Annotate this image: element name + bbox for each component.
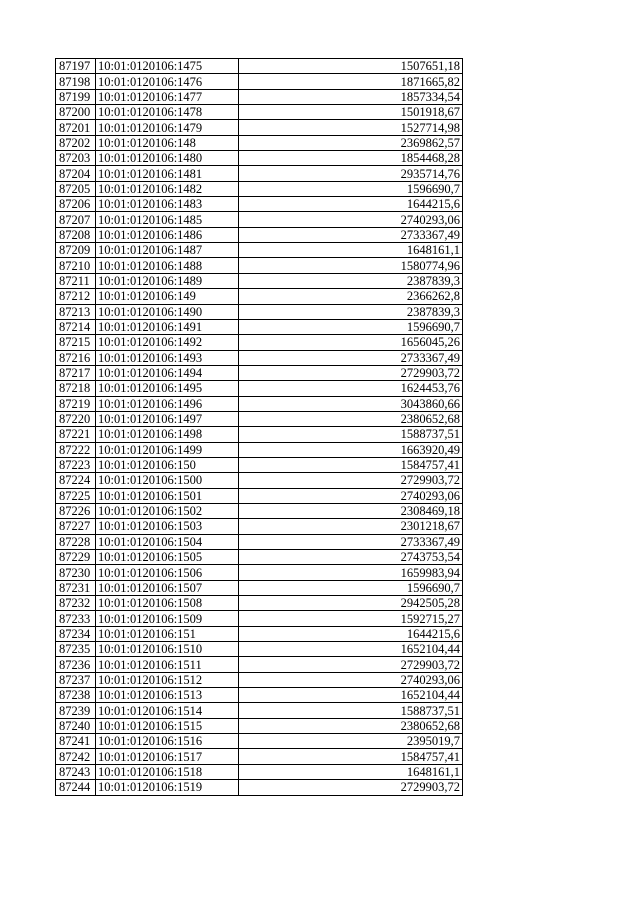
value-cell: 2366262,8 [239,289,463,304]
table-row [56,166,463,181]
row-number-cell: 87222 [56,442,96,457]
cadastral-number-cell: 10:01:0120106:1513 [96,688,239,703]
row-number-cell: 87226 [56,503,96,518]
value-cell: 2740293,06 [239,488,463,503]
cadastral-number-cell: 10:01:0120106:1505 [96,550,239,565]
value-cell: 1588737,51 [239,703,463,718]
table-row [56,350,463,365]
value-cell: 1507651,18 [239,59,463,74]
table-row [56,703,463,718]
value-cell: 2733367,49 [239,534,463,549]
cadastral-number-cell: 10:01:0120106:1479 [96,120,239,135]
row-number-cell: 87213 [56,304,96,319]
cadastral-number-cell: 10:01:0120106:1504 [96,534,239,549]
value-cell: 1656045,26 [239,335,463,350]
cadastral-number-cell: 10:01:0120106:1490 [96,304,239,319]
cadastral-number-cell: 10:01:0120106:148 [96,135,239,150]
value-cell: 1648161,1 [239,764,463,779]
value-cell: 1596690,7 [239,580,463,595]
row-number-cell: 87228 [56,534,96,549]
table-row [56,534,463,549]
value-cell: 1580774,96 [239,258,463,273]
cadastral-number-cell: 10:01:0120106:1494 [96,365,239,380]
cadastral-value-table [55,58,463,796]
cadastral-number-cell: 10:01:0120106:1487 [96,243,239,258]
cadastral-number-cell: 10:01:0120106:1475 [96,59,239,74]
table-row [56,688,463,703]
value-cell: 2729903,72 [239,657,463,672]
row-number-cell: 87234 [56,626,96,641]
cadastral-number-cell: 10:01:0120106:1514 [96,703,239,718]
value-cell: 2387839,3 [239,273,463,288]
row-number-cell: 87206 [56,197,96,212]
cadastral-number-cell: 10:01:0120106:1491 [96,319,239,334]
row-number-cell: 87243 [56,764,96,779]
row-number-cell: 87223 [56,457,96,472]
table-row [56,626,463,641]
value-cell: 2380652,68 [239,411,463,426]
row-number-cell: 87201 [56,120,96,135]
table-row [56,611,463,626]
table-row [56,135,463,150]
value-cell: 1854468,28 [239,151,463,166]
table-row [56,565,463,580]
row-number-cell: 87212 [56,289,96,304]
row-number-cell: 87207 [56,212,96,227]
cadastral-number-cell: 10:01:0120106:1519 [96,780,239,795]
row-number-cell: 87240 [56,718,96,733]
cadastral-number-cell: 10:01:0120106:1499 [96,442,239,457]
row-number-cell: 87233 [56,611,96,626]
value-cell: 1871665,82 [239,74,463,89]
table-row [56,580,463,595]
row-number-cell: 87211 [56,273,96,288]
value-cell: 1592715,27 [239,611,463,626]
table-row [56,764,463,779]
row-number-cell: 87214 [56,319,96,334]
cadastral-number-cell: 10:01:0120106:1493 [96,350,239,365]
value-cell: 1624453,76 [239,381,463,396]
row-number-cell: 87244 [56,780,96,795]
cadastral-number-cell: 10:01:0120106:1488 [96,258,239,273]
table-row [56,642,463,657]
cadastral-number-cell: 10:01:0120106:1509 [96,611,239,626]
value-cell: 1501918,67 [239,105,463,120]
value-cell: 2733367,49 [239,350,463,365]
table-row [56,550,463,565]
row-number-cell: 87217 [56,365,96,380]
cadastral-number-cell: 10:01:0120106:1481 [96,166,239,181]
row-number-cell: 87241 [56,734,96,749]
table-row [56,457,463,472]
value-cell: 2729903,72 [239,365,463,380]
cadastral-number-cell: 10:01:0120106:1501 [96,488,239,503]
row-number-cell: 87205 [56,181,96,196]
value-cell: 2935714,76 [239,166,463,181]
table-row [56,89,463,104]
value-cell: 1648161,1 [239,243,463,258]
cadastral-number-cell: 10:01:0120106:151 [96,626,239,641]
table-row [56,503,463,518]
table-row [56,319,463,334]
table-row [56,365,463,380]
value-cell: 1588737,51 [239,427,463,442]
table-row [56,396,463,411]
row-number-cell: 87204 [56,166,96,181]
cadastral-number-cell: 10:01:0120106:1515 [96,718,239,733]
row-number-cell: 87202 [56,135,96,150]
value-cell: 2395019,7 [239,734,463,749]
row-number-cell: 87225 [56,488,96,503]
row-number-cell: 87210 [56,258,96,273]
table-row [56,258,463,273]
table-row [56,227,463,242]
value-cell: 2740293,06 [239,672,463,687]
cadastral-number-cell: 10:01:0120106:1485 [96,212,239,227]
value-cell: 2387839,3 [239,304,463,319]
value-cell: 1644215,6 [239,197,463,212]
cadastral-number-cell: 10:01:0120106:1498 [96,427,239,442]
value-cell: 1596690,7 [239,181,463,196]
value-cell: 2729903,72 [239,473,463,488]
value-cell: 2942505,28 [239,596,463,611]
row-number-cell: 87208 [56,227,96,242]
row-number-cell: 87209 [56,243,96,258]
row-number-cell: 87242 [56,749,96,764]
table-row [56,718,463,733]
row-number-cell: 87238 [56,688,96,703]
cadastral-number-cell: 10:01:0120106:1496 [96,396,239,411]
table-row [56,335,463,350]
table-row [56,657,463,672]
cadastral-number-cell: 10:01:0120106:1478 [96,105,239,120]
table-row [56,780,463,795]
row-number-cell: 87203 [56,151,96,166]
cadastral-number-cell: 10:01:0120106:1476 [96,74,239,89]
row-number-cell: 87220 [56,411,96,426]
row-number-cell: 87227 [56,519,96,534]
row-number-cell: 87216 [56,350,96,365]
row-number-cell: 87239 [56,703,96,718]
value-cell: 2740293,06 [239,212,463,227]
table-row [56,381,463,396]
table-row [56,273,463,288]
row-number-cell: 87235 [56,642,96,657]
row-number-cell: 87230 [56,565,96,580]
row-number-cell: 87221 [56,427,96,442]
value-cell: 1596690,7 [239,319,463,334]
value-cell: 1659983,94 [239,565,463,580]
row-number-cell: 87199 [56,89,96,104]
row-number-cell: 87224 [56,473,96,488]
cadastral-number-cell: 10:01:0120106:1511 [96,657,239,672]
cadastral-number-cell: 10:01:0120106:1497 [96,411,239,426]
cadastral-number-cell: 10:01:0120106:1512 [96,672,239,687]
row-number-cell: 87197 [56,59,96,74]
cadastral-number-cell: 10:01:0120106:1506 [96,565,239,580]
table-row [56,59,463,74]
cadastral-number-cell: 10:01:0120106:1508 [96,596,239,611]
table-row [56,120,463,135]
cadastral-number-cell: 10:01:0120106:1503 [96,519,239,534]
cadastral-number-cell: 10:01:0120106:1500 [96,473,239,488]
cadastral-number-cell: 10:01:0120106:1510 [96,642,239,657]
value-cell: 2733367,49 [239,227,463,242]
table-row [56,212,463,227]
row-number-cell: 87236 [56,657,96,672]
value-cell: 2308469,18 [239,503,463,518]
value-cell: 2729903,72 [239,780,463,795]
table-row [56,197,463,212]
row-number-cell: 87231 [56,580,96,595]
table-row [56,411,463,426]
table-row [56,74,463,89]
table-row [56,488,463,503]
table-row [56,734,463,749]
value-cell: 1652104,44 [239,688,463,703]
cadastral-number-cell: 10:01:0120106:1502 [96,503,239,518]
table-row [56,105,463,120]
row-number-cell: 87229 [56,550,96,565]
table-row [56,304,463,319]
value-cell: 1584757,41 [239,749,463,764]
table-row [56,289,463,304]
cadastral-number-cell: 10:01:0120106:1483 [96,197,239,212]
row-number-cell: 87198 [56,74,96,89]
cadastral-number-cell: 10:01:0120106:1480 [96,151,239,166]
row-number-cell: 87232 [56,596,96,611]
cadastral-number-cell: 10:01:0120106:1477 [96,89,239,104]
value-cell: 1644215,6 [239,626,463,641]
table-row [56,596,463,611]
cadastral-number-cell: 10:01:0120106:1518 [96,764,239,779]
table-row [56,427,463,442]
cadastral-number-cell: 10:01:0120106:1486 [96,227,239,242]
table-row [56,473,463,488]
value-cell: 1857334,54 [239,89,463,104]
table-row [56,519,463,534]
cadastral-number-cell: 10:01:0120106:1492 [96,335,239,350]
value-cell: 1663920,49 [239,442,463,457]
cadastral-number-cell: 10:01:0120106:1489 [96,273,239,288]
value-cell: 3043860,66 [239,396,463,411]
value-cell: 2380652,68 [239,718,463,733]
row-number-cell: 87218 [56,381,96,396]
row-number-cell: 87200 [56,105,96,120]
table-row [56,181,463,196]
cadastral-number-cell: 10:01:0120106:149 [96,289,239,304]
table-row [56,749,463,764]
cadastral-number-cell: 10:01:0120106:1516 [96,734,239,749]
table-row [56,672,463,687]
table-body [56,59,463,796]
row-number-cell: 87219 [56,396,96,411]
cadastral-number-cell: 10:01:0120106:1495 [96,381,239,396]
cadastral-number-cell: 10:01:0120106:1507 [96,580,239,595]
value-cell: 2301218,67 [239,519,463,534]
cadastral-number-cell: 10:01:0120106:1482 [96,181,239,196]
cadastral-number-cell: 10:01:0120106:1517 [96,749,239,764]
table-row [56,243,463,258]
value-cell: 1527714,98 [239,120,463,135]
table-row [56,151,463,166]
row-number-cell: 87237 [56,672,96,687]
value-cell: 2743753,54 [239,550,463,565]
table-row [56,442,463,457]
value-cell: 2369862,57 [239,135,463,150]
value-cell: 1584757,41 [239,457,463,472]
cadastral-number-cell: 10:01:0120106:150 [96,457,239,472]
value-cell: 1652104,44 [239,642,463,657]
row-number-cell: 87215 [56,335,96,350]
